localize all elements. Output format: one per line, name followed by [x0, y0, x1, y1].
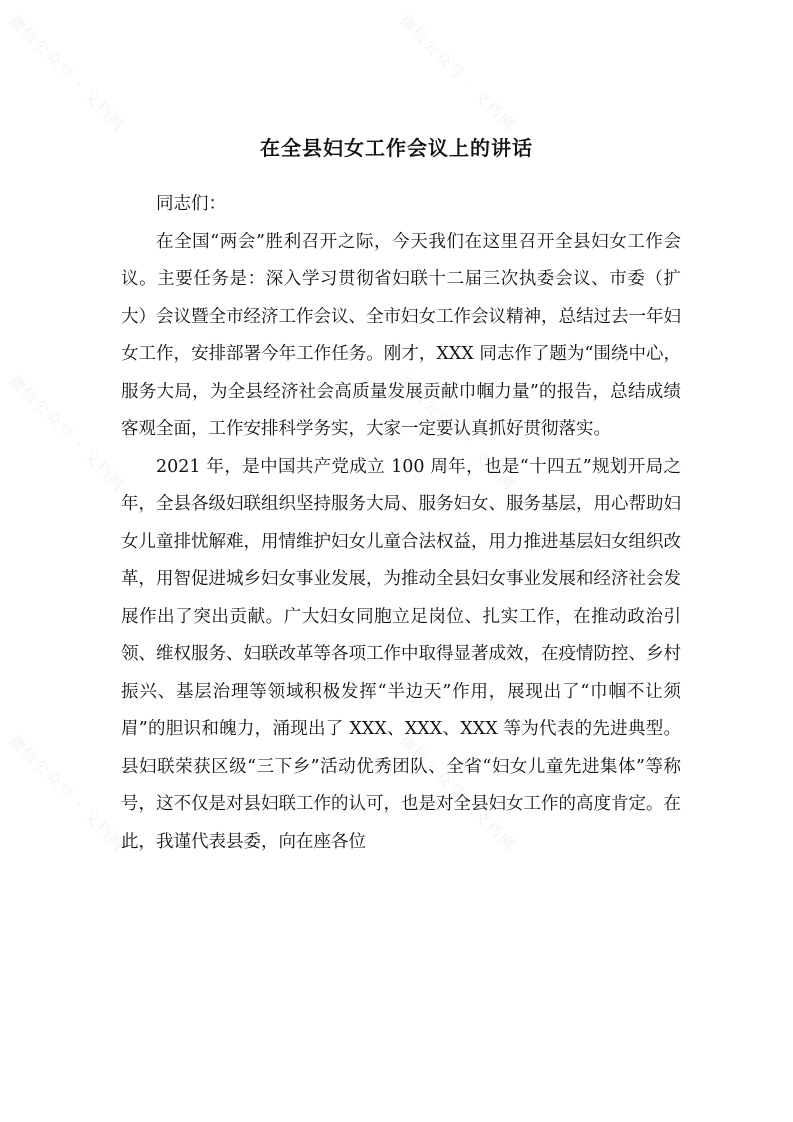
watermark-text: 微信公众号 · 文档网 — [395, 731, 520, 855]
salutation-paragraph: 同志们： — [156, 194, 226, 214]
document-body — [121, 186, 681, 861]
watermark-text: 微信公众号 · 文档网 — [5, 371, 130, 495]
watermark-text: 微信公众号 · 文档网 — [5, 11, 130, 135]
watermark-text: 微信公众号 · 文档网 — [5, 731, 130, 855]
body-paragraph: 在全国“两会”胜利召开之际，今天我们在这里召开全县妇女工作会议。主要任务是：深入学习贯彻省妇联十二届三次执委会议、市委（扩大）会议暨全市经济工作会议、全市妇女工作会议精神，总结过去一年妇女工作，安排部署今年工作任务。刚才，XXX 同志作了题为“围绕中心，服务大局，为全县经济社会高质量发展贡献巾帼力量”的报告，总结成绩客观全面，工作安排科学务实，大家一定要认真抓好贯彻落实。 — [121, 231, 681, 439]
watermark-text: 微信公众号 · 文档网 — [395, 371, 520, 495]
document-title: 在全县妇女工作会议上的讲话 — [260, 136, 533, 160]
body-paragraph: 2021 年，是中国共产党成立 100 周年，也是“十四五”规划开局之年，全县各级妇联组织坚持服务大局、服务妇女、服务基层，用心帮助妇女儿童排忧解难，用情维护妇女儿童合法权益，用力推进基层妇女组织改革，用智促进城乡妇女事业发展，为推动全县妇女事业发展和经济社会发展作出了突出贡献。广大妇女同胞立足岗位、扎实工作，在推动政治引领、维权服务、妇联改革等各项工作中取得显著成效，在疫情防控、乡村振兴、基层治理等领域积极发挥“半边天”作用，展现出了“巾帼不让须眉”的胆识和魄力，涌现出了 XXX、XXX、XXX 等为代表的先进典型。县妇联荣获区级“三下乡”活动优秀团队、全省“妇女儿童先进集体”等称号，这不仅是对县妇联工作的认可，也是对全县妇女工作的高度肯定。在此，我谨代表县委，向在座各位 — [121, 456, 681, 852]
watermark-text: 微信公众号 · 文档网 — [395, 11, 520, 135]
